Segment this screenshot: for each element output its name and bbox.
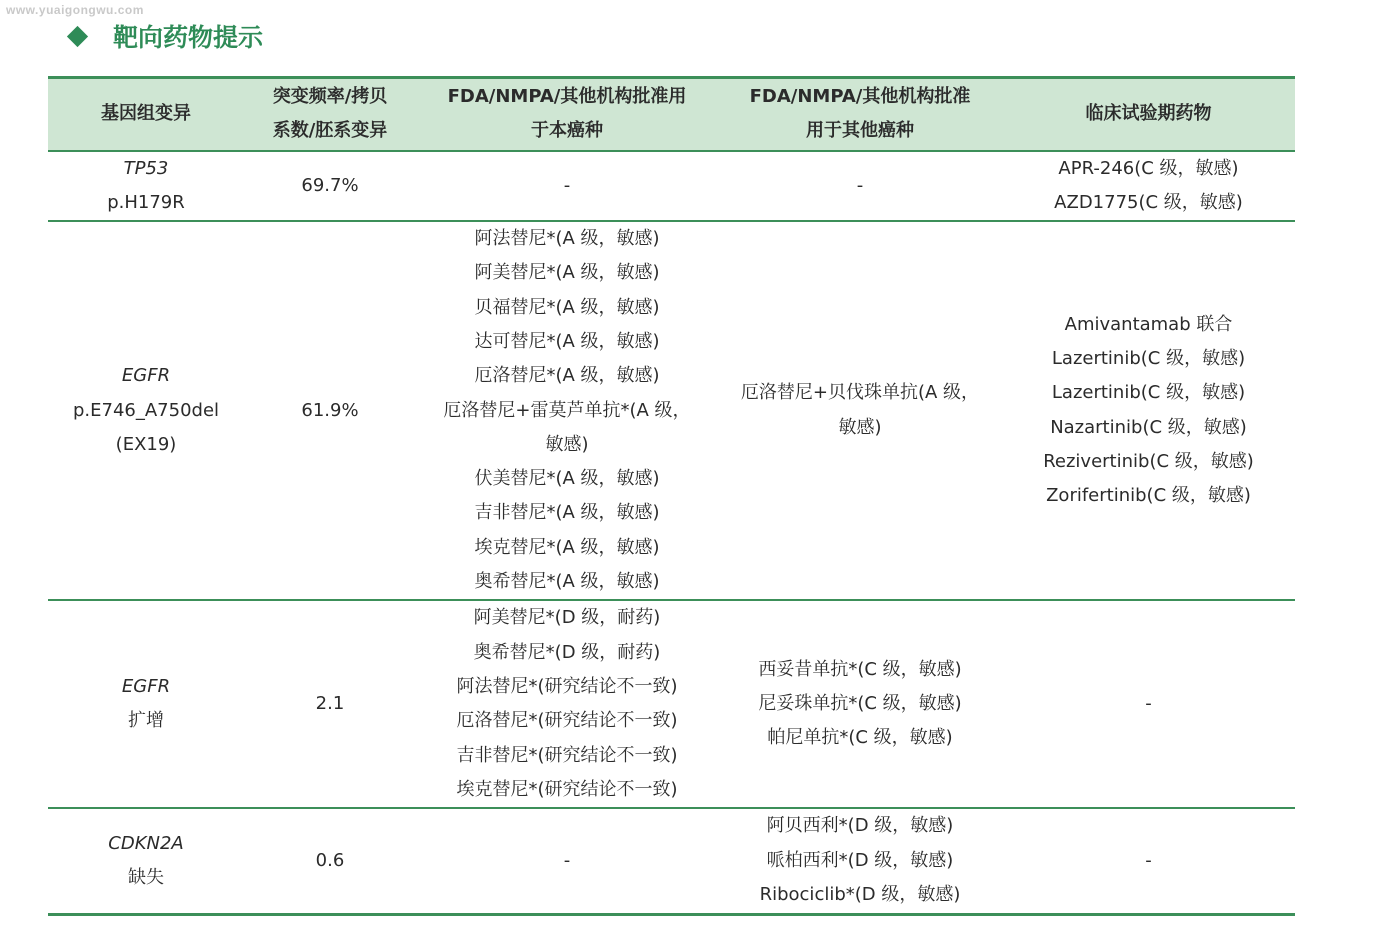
drug-entry: Rezivertinib(C 级，敏感) [1043, 451, 1254, 473]
header-label-line: 突变频率/拷贝 [272, 86, 388, 108]
drug-entry: - [856, 174, 864, 196]
gene-name: CDKN2A [108, 832, 184, 854]
drug-entry: - [1145, 849, 1152, 871]
diamond-bullet-icon [67, 25, 88, 46]
header-label-line: 基因组变异 [101, 103, 191, 125]
approved-same-cancer-cell [416, 808, 718, 914]
clinical-trial-cell [1002, 221, 1295, 600]
drug-entry: 厄洛替尼*(A 级，敏感) [474, 365, 660, 387]
drug-entry: 帕尼单抗*(C 级，敏感) [767, 727, 953, 749]
drug-entry: 哌柏西利*(D 级，敏感) [766, 849, 954, 871]
drug-entry: 吉非替尼*(研究结论不一致) [456, 744, 678, 766]
drug-entry: 厄洛替尼+贝伐珠单抗(A 级， [740, 382, 980, 404]
approved-same-cancer-cell [416, 600, 718, 808]
gene-name: TP53 [123, 157, 169, 179]
header-genomic-variant [48, 78, 244, 151]
drug-entry: APR-246(C 级，敏感) [1058, 157, 1239, 179]
frequency-cell: 2.1 [315, 693, 345, 715]
drug-entry: 阿法替尼*(研究结论不一致) [456, 675, 678, 697]
gene-variant-cell [48, 600, 244, 808]
drug-entry: 厄洛替尼*(研究结论不一致) [456, 710, 678, 732]
drug-entry: 阿贝西利*(D 级，敏感) [766, 815, 954, 837]
table-body [48, 151, 1295, 915]
drug-entry: - [563, 849, 571, 871]
drug-entry: 埃克替尼*(研究结论不一致) [456, 778, 678, 800]
header-label-line: 用于其他癌种 [806, 120, 914, 142]
header-frequency [244, 78, 416, 151]
approved-same-cancer-cell [416, 221, 718, 600]
header-label-line: FDA/NMPA/其他机构批准 [749, 86, 971, 108]
table-row [48, 600, 1295, 808]
drug-entry: 尼妥珠单抗*(C 级，敏感) [758, 693, 962, 715]
header-clinical-trial [1002, 78, 1295, 151]
variant-label: p.H179R [107, 191, 185, 213]
approved-other-cancer-cell [718, 600, 1002, 808]
gene-name: EGFR [121, 675, 171, 697]
frequency-cell: 69.7% [301, 174, 359, 196]
header-approved-other-cancer [718, 78, 1002, 151]
variant-label: 缺失 [128, 866, 164, 888]
clinical-trial-cell [1002, 808, 1295, 914]
drug-entry: Lazertinib(C 级，敏感) [1051, 348, 1246, 370]
drug-entry: 厄洛替尼+雷莫芦单抗*(A 级， [443, 399, 691, 421]
drug-entry: 阿美替尼*(D 级，耐药) [473, 607, 661, 629]
drug-entry: Ribociclib*(D 级，敏感) [759, 884, 961, 906]
drug-entry: Zorifertinib(C 级，敏感) [1046, 485, 1251, 507]
drug-entry: 达可替尼*(A 级，敏感) [474, 330, 660, 352]
section-title [66, 18, 263, 54]
gene-variant-cell [48, 221, 244, 600]
drug-entry: 西妥昔单抗*(C 级，敏感) [758, 658, 962, 680]
drug-entry: 阿法替尼*(A 级，敏感) [474, 228, 660, 250]
drug-entry: 奥希替尼*(D 级，耐药) [473, 641, 661, 663]
clinical-trial-cell [1002, 151, 1295, 222]
clinical-trial-cell [1002, 600, 1295, 808]
table-row [48, 151, 1295, 222]
drug-entry: 阿美替尼*(A 级，敏感) [474, 262, 660, 284]
section-title-text: 靶向药物提示 [113, 23, 264, 52]
gene-variant-cell [48, 808, 244, 914]
targeted-drug-table [48, 76, 1295, 916]
drug-entry: 吉非替尼*(A 级，敏感) [474, 502, 660, 524]
variant-label: p.E746_A750del [72, 399, 220, 421]
table-header [48, 78, 1295, 151]
drug-entry: 敏感) [545, 433, 589, 455]
approved-other-cancer-cell [718, 221, 1002, 600]
header-label-line: 于本癌种 [531, 120, 603, 142]
frequency-cell: 0.6 [315, 849, 345, 871]
header-approved-same-cancer [416, 78, 718, 151]
header-row [48, 78, 1295, 151]
header-label-line: 临床试验期药物 [1085, 103, 1212, 125]
drug-entry: Amivantamab 联合 [1064, 313, 1233, 335]
header-label-line: 系数/胚系变异 [272, 120, 388, 142]
watermark: www.yuaigongwu.com [6, 3, 144, 17]
drug-entry: 奥希替尼*(A 级，敏感) [474, 571, 660, 593]
drug-entry: - [1145, 693, 1152, 715]
drug-entry: 伏美替尼*(A 级，敏感) [474, 468, 660, 490]
header-label-line: FDA/NMPA/其他机构批准用 [447, 86, 687, 108]
gene-name: EGFR [121, 365, 171, 387]
drug-entry: 贝福替尼*(A 级，敏感) [474, 296, 660, 318]
table-row [48, 221, 1295, 600]
drug-entry: Nazartinib(C 级，敏感) [1050, 416, 1247, 438]
variant-label: (EX19) [115, 433, 177, 455]
drug-entry: Lazertinib(C 级，敏感) [1051, 382, 1246, 404]
approved-same-cancer-cell [416, 151, 718, 222]
drug-entry: 埃克替尼*(A 级，敏感) [474, 536, 660, 558]
drug-entry: 敏感) [838, 416, 882, 438]
drug-entry: AZD1775(C 级，敏感) [1054, 191, 1243, 213]
variant-label: 扩增 [128, 710, 164, 732]
approved-other-cancer-cell [718, 151, 1002, 222]
table-row [48, 808, 1295, 914]
drug-entry: - [563, 174, 571, 196]
frequency-cell: 61.9% [301, 399, 359, 421]
gene-variant-cell [48, 151, 244, 222]
approved-other-cancer-cell [718, 808, 1002, 914]
